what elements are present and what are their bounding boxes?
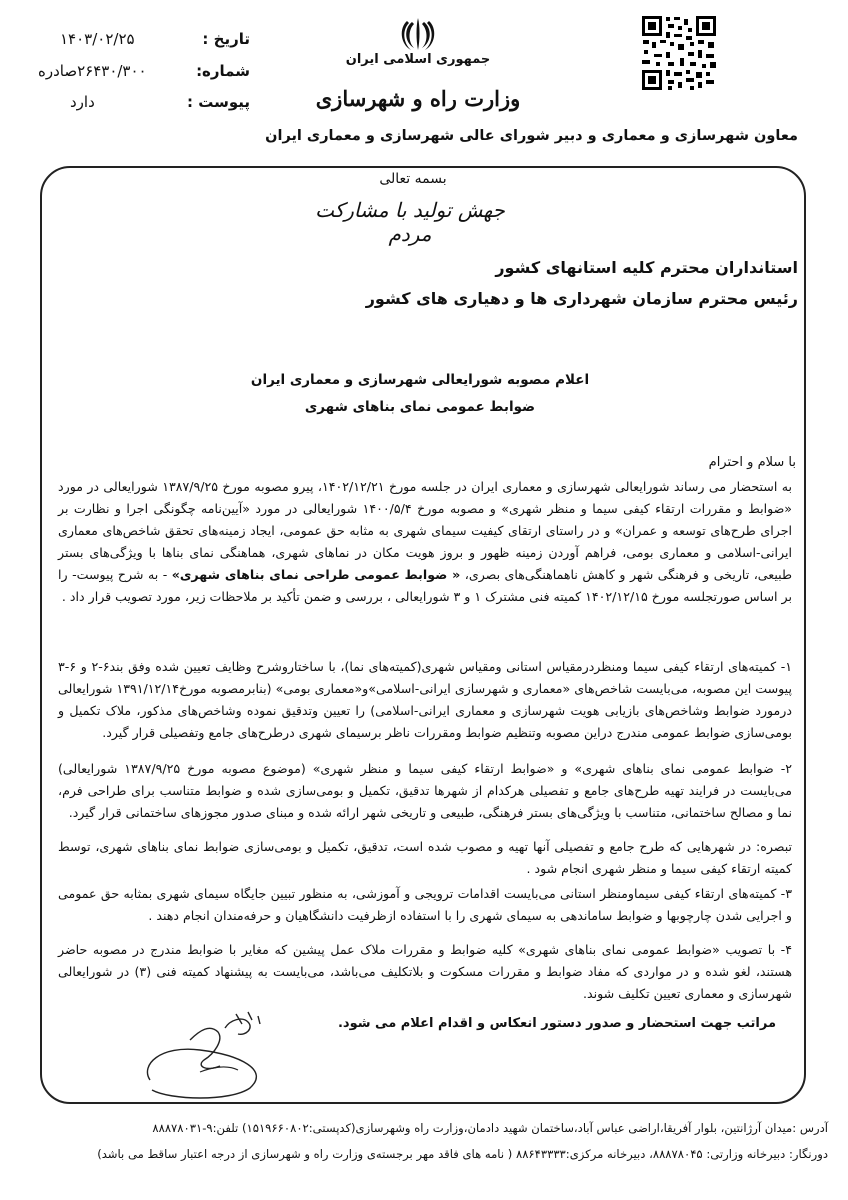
intro-text-bold: « ضوابط عمومی طراحی نمای بناهای شهری» [171, 567, 461, 582]
number-row [40, 62, 250, 88]
intro-paragraph [58, 476, 792, 608]
recipient-1: استانداران محترم کلیه استانهای کشور [495, 258, 798, 277]
iran-emblem-icon [398, 16, 438, 52]
ministry-title: وزارت راه و شهرسازی [315, 86, 521, 111]
basmala: بسمه تعالی [379, 171, 447, 187]
date-value: ۱۴۰۳/۰۲/۲۵ [60, 30, 135, 48]
closing-line: مراتب جهت استحضار و صدور دستور انعکاس و اقدام اعلام می شود. [337, 1016, 776, 1031]
intro-text-b: - به شرح پیوست- را بر اساس صورتجلسه مورخ ۱۴۰۲/۱۲/۱۵ کمیته فنی مشترک ۱ و ۳ شورایعالی ، بررسی و ضمن تأکید بر ملاحظات زیر، مورد تصویب قرار داد . [58, 567, 792, 604]
note: تبصره: در شهرهایی که طرح جامع و تفصیلی آنها تهیه و مصوب شده است، تدقیق، تکمیل و بومی‌سازی ضوابط نمای بناهای شهری، توسط کمیته ارتقاء کیفی سیما و منظر شهری انجام شود . [58, 839, 792, 876]
attachment-row [40, 93, 250, 119]
date-row [40, 30, 250, 56]
number-label: شماره: [196, 62, 250, 80]
republic-title: جمهوری اسلامی ایران [345, 52, 491, 67]
item-4: ۴- با تصویب «ضوابط عمومی نمای بناهای شهری» کلیه ضوابط و مقررات ملاک عمل پیشین که مغایر با ضوابط مندرج در مصوبه حاضر هستند، لغو شده و در مواردی که مفاد ضوابط و مقررات مسکوت و بلاتکلیف می‌باشد، می‌بایست به پیشنهاد کمیته فنی (۳) در شورایعالی شهرسازی و معماری تعیین تکلیف شوند. [58, 942, 792, 1001]
intro-text-a: به استحضار می رساند شورایعالی شهرسازی و معماری ایران در جلسه مورخ ۱۴۰۲/۱۲/۲۱، پیرو مصوبه مورخ ۱۳۸۷/۹/۲۵ شورایعالی در مورد «ضوابط و مقررات ارتقاء کیفی سیما و منظر شهری» و مصوبه مورخ ۱۴۰۰/۵/۴ شورایعالی در مورد «آیین‌نامه چگونگی اجرا و نظارت بر اجرای طرح‌های توسعه و عمران» و در راستای ارتقای کیفیت سیمای شهری به مثابه حق عمومی، ایجاد زمینه‌های تحقق شاخص‌های معماری ایرانی-اسلامی و معماری بومی، فراهم آوردن زمینه ظهور و بروز هویت مکان در نماهای شهری، هماهنگی نمای بناها با ویژگی‌های بستر طبیعی، تاریخی و فرهنگی شهر و کاهش ناهماهنگی‌های بصری، [58, 479, 792, 582]
date-label: تاریخ : [202, 30, 250, 48]
item-1: ۱- کمیته‌های ارتقاء کیفی سیما ومنظردرمقیاس استانی ومقیاس شهری(کمیته‌های نما)، با ساختاروشرح وظایف تعیین شده وفق بند۶-۲ و ۶-۳ پیوست این مصوبه، می‌بایست شاخص‌های «معماری و شهرسازی ایرانی-اسلامی»و«معماری بومی» (بنابرمصوبه مورخ۱۳۹۱/۱۲/۱۴ شورایعالی درمورد ضوابط وشاخص‌های بازیابی هویت شهرسازی و معماری ایرانی-اسلامی) را تعیین وتدقیق نموده وشاخص‌های مذکور، ملاک تکمیل و بومی‌سازی ضوابط عمومی مندرج دراین مصوبه وتنظیم ضوابط ومقررات ناظر برسیمای شهری درطرح‌های جامع وتفصیلی قرار گیرد. [58, 659, 793, 740]
subject-2: ضوابط عمومی نمای بناهای شهری [304, 399, 536, 415]
footer-address: آدرس :میدان آرژانتین، بلوار آفریقا،اراضی عباس آباد،ساختمان شهید دادمان،وزارت راه وشهرسازی(کدپستی:۱۵۱۹۶۶۰۸۰۲) تلفن:۹-۸۸۸۷۸۰۳۱ [152, 1121, 828, 1135]
item-2: ۲- ضوابط عمومی نمای بناهای شهری» و «ضوابط ارتقاء کیفی سیما و منظر شهری» (موضوع مصوبه مورخ ۱۳۸۷/۹/۲۵ شورایعالی) می‌بایست در فرایند تهیه طرح‌های جامع و تفصیلی هرکدام از شهرها تدقیق، تکمیل و بومی‌سازی شده و ضوابط متناسب برای طراحی فرم، نما و مصالح ساختمانی، متناسب با ویژگی‌های بستر فرهنگی، طبیعی و تاریخی شهر ارائه شده و مبنای صدور مجوزهای ساختمانی قرار گیرد. [58, 761, 793, 820]
attachment-value: دارد [70, 93, 95, 111]
number-value: ۲۶۴۳۰/۳۰۰صادره [38, 62, 147, 80]
motto: جهش تولید با مشارکت مردم [315, 198, 505, 246]
signature-icon [130, 1010, 290, 1102]
item-3: ۳- کمیته‌های ارتقاء کیفی سیماومنظر استانی می‌بایست اقدامات ترویجی و آموزشی، به منظور تبیین جایگاه سیمای شهری بمثابه حق عمومی و اجرایی شدن چارچوبها و ضوابط ساماندهی به سیمای شهری را با استفاده ازظرفیت دانشگاهیان و حرفه‌مندان انجام دهند . [58, 886, 792, 923]
qr-code-icon [640, 14, 718, 92]
subject-1: اعلام مصوبه شورایعالی شهرسازی و معماری ایران [250, 372, 590, 388]
attachment-label: پیوست : [186, 93, 250, 111]
greeting: با سلام و احترام [708, 455, 796, 470]
recipient-2: رئیس محترم سازمان شهرداری ها و دهیاری های کشور [365, 289, 798, 308]
footer-phones: دورنگار: دبیرخانه وزارتی: ۸۸۸۷۸۰۴۵، دبیرخانه مرکزی:۸۸۶۴۳۳۳۳ ( نامه های فاقد مهر برجسته‌ی وزارت راه و شهرسازی از درجه اعتبار ساقط می باشد) [97, 1147, 828, 1161]
deputy-title: معاون شهرسازی و معماری و دبیر شورای عالی شهرسازی و معماری ایران [265, 128, 798, 144]
